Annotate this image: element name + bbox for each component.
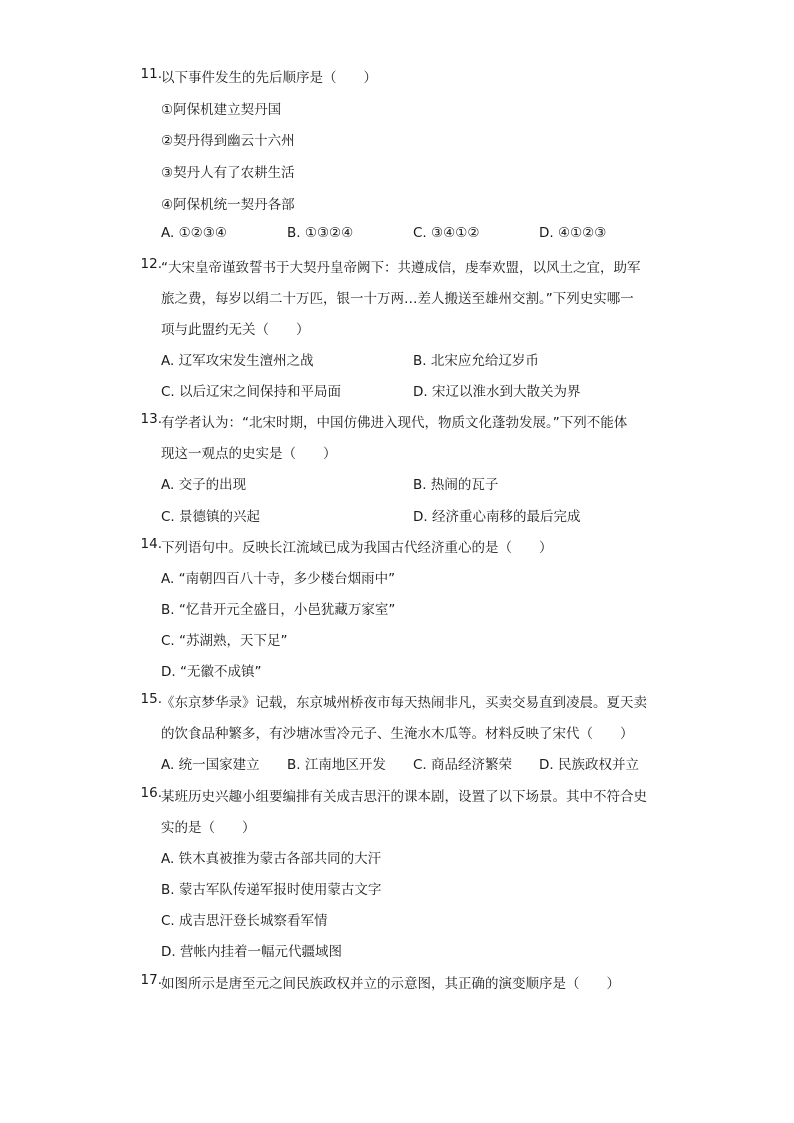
question-number: 12. [140,256,162,272]
question-stem-line: 的饮食品种繁多，有沙塘冰雪冷元子、生淹水木瓜等。材料反映了宋代（ ） [161,726,634,742]
option-a: A. 交子的出现 [161,477,247,493]
option-c: C. ③④①② [413,225,480,241]
question-number: 16. [140,785,162,801]
question-stem: 下列语句中。反映长江流域已成为我国古代经济重心的是（ ） [161,540,553,556]
option-c: C. 成吉思汗登长城察看军情 [161,913,328,929]
question-stem-line: 某班历史兴趣小组要编排有关成吉思汗的课本剧，设置了以下场景。其中不符合史 [161,789,647,805]
option-d: D. ④①②③ [539,225,607,241]
option-c: C. 商品经济繁荣 [413,757,513,773]
option-a: A. 统一国家建立 [161,757,260,773]
question-stem: 如图所示是唐至元之间民族政权并立的示意图，其正确的演变顺序是（ ） [161,976,620,992]
event-item: ③契丹人有了农耕生活 [161,165,295,181]
question-stem-line: 有学者认为：“北宋时期，中国仿佛进入现代，物质文化蓬勃发展。”下列不能体 [161,415,628,431]
question-number: 14. [140,536,162,552]
option-a: A. 辽军攻宋发生澶州之战 [161,353,314,369]
option-d: D. 宋辽以淮水到大散关为界 [413,384,581,400]
option-d: D. 营帐内挂着一幅元代疆域图 [161,944,342,960]
option-a: A. “南朝四百八十寺，多少楼台烟雨中” [161,571,396,587]
event-item: ①阿保机建立契丹国 [161,102,282,118]
option-a: A. 铁木真被推为蒙古各部共同的大汗 [161,851,382,867]
option-c: C. 景德镇的兴起 [161,509,261,525]
question-stem-line: 项与此盟约无关（ ） [161,322,310,338]
option-a: A. ①②③④ [161,225,227,241]
question-stem-line: 旅之费，每岁以绢二十万匹，银一十万两…差人搬送至雄州交割。”下列史实哪一 [161,291,634,307]
question-number: 15. [140,691,162,707]
question-number: 17. [140,972,162,988]
option-b: B. 蒙古军队传递军报时使用蒙古文字 [161,882,382,898]
option-b: B. 江南地区开发 [287,757,386,773]
option-c: C. 以后辽宋之间保持和平局面 [161,384,342,400]
option-d: D. “无徽不成镇” [161,664,262,680]
question-stem-line: “大宋皇帝谨致誓书于大契丹皇帝阙下：共遵成信，虔奉欢盟，以风土之宜，助军 [161,260,641,276]
option-d: D. 民族政权并立 [539,757,639,773]
option-d: D. 经济重心南移的最后完成 [413,509,581,525]
question-stem-line: 《东京梦华录》记载，东京城州桥夜市每天热闹非凡，买卖交易直到凌晨。夏天卖 [161,695,647,711]
option-b: B. “忆昔开元全盛日，小邑犹藏万家室” [161,602,396,618]
question-stem-line: 实的是（ ） [161,820,256,836]
event-item: ④阿保机统一契丹各部 [161,197,295,213]
option-b: B. 热闹的瓦子 [413,477,499,493]
option-b: B. ①③②④ [287,225,354,241]
question-stem-line: 现这一观点的史实是（ ） [161,446,337,462]
question-number: 11. [140,66,162,82]
question-number: 13. [140,411,162,427]
option-c: C. “苏湖熟，天下足” [161,633,288,649]
question-stem: 以下事件发生的先后顺序是（ ） [161,70,377,86]
event-item: ②契丹得到幽云十六州 [161,133,295,149]
option-b: B. 北宋应允给辽岁币 [413,353,539,369]
